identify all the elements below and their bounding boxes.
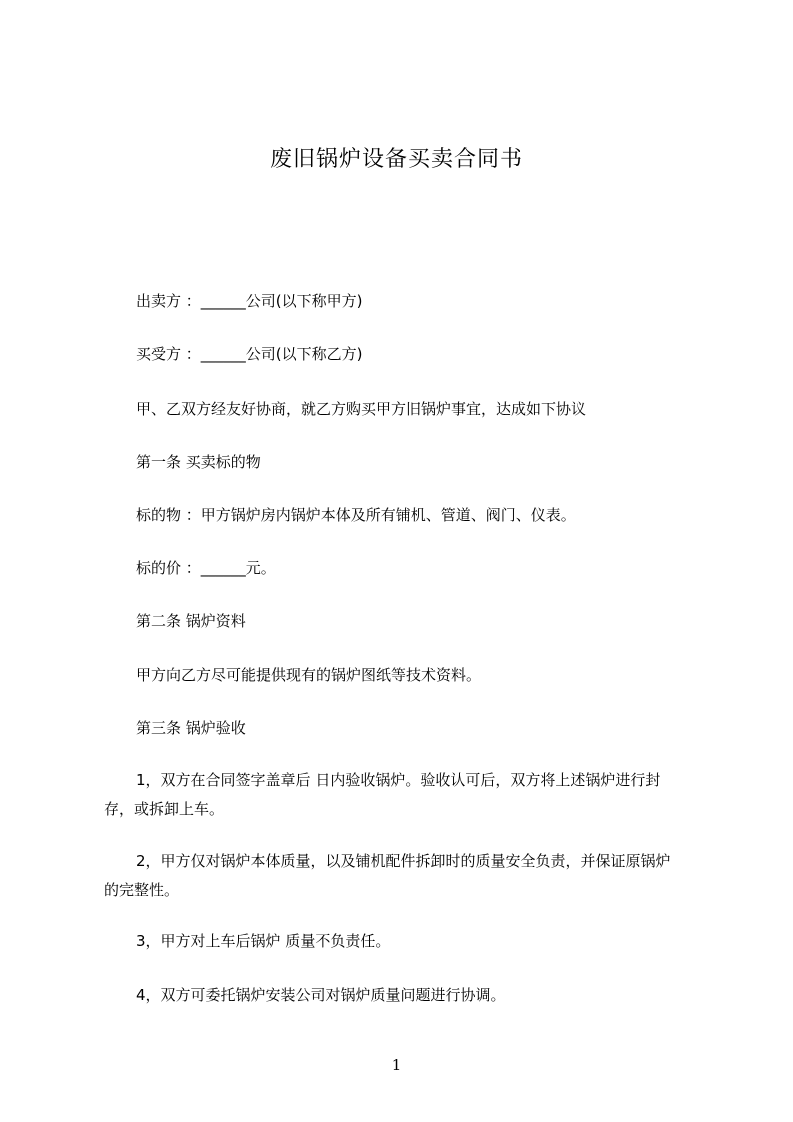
price-line: 标的价 ：______元。: [136, 559, 276, 577]
clause-2-second-line: 的完整性。: [104, 881, 180, 899]
clause-1: [104, 766, 704, 824]
clause-2-first-line: 2，甲方仅对锅炉本体质量，以及铺机配件拆卸时的质量安全负责，并保证原锅炉: [136, 852, 671, 870]
clause-3: 3，甲方对上车后锅炉 质量不负责任。: [136, 932, 391, 950]
clause-1-second-line: 存，或拆卸上车。: [104, 800, 225, 818]
preamble: 甲、乙双方经友好协商，就乙方购买甲方旧锅炉事宜，达成如下协议: [136, 400, 587, 418]
clause-4: 4，双方可委托锅炉安装公司对锅炉质量问题进行协调。: [136, 986, 506, 1004]
document-title: 废旧锅炉设备买卖合同书: [269, 147, 523, 172]
article1-heading: 第一条 买卖标的物: [136, 453, 261, 471]
buyer-line: 买受方 ：______公司(以下称乙方): [136, 345, 363, 363]
page-number: 1: [391, 1056, 402, 1074]
article3-heading: 第三条 锅炉验收: [136, 719, 246, 737]
article2-heading: 第二条 锅炉资料: [136, 612, 246, 630]
subject-line: 标的物 ：甲方锅炉房内锅炉本体及所有铺机、管道、阀门、仪表。: [136, 506, 576, 524]
seller-line: 出卖方 ：______公司(以下称甲方): [136, 292, 363, 310]
article2-text: 甲方向乙方尽可能提供现有的锅炉图纸等技术资料。: [136, 666, 482, 684]
clause-2: [104, 847, 704, 905]
clause-1-first-line: 1，双方在合同签字盖章后 日内验收锅炉。验收认可后，双方将上述锅炉进行封: [136, 771, 661, 789]
